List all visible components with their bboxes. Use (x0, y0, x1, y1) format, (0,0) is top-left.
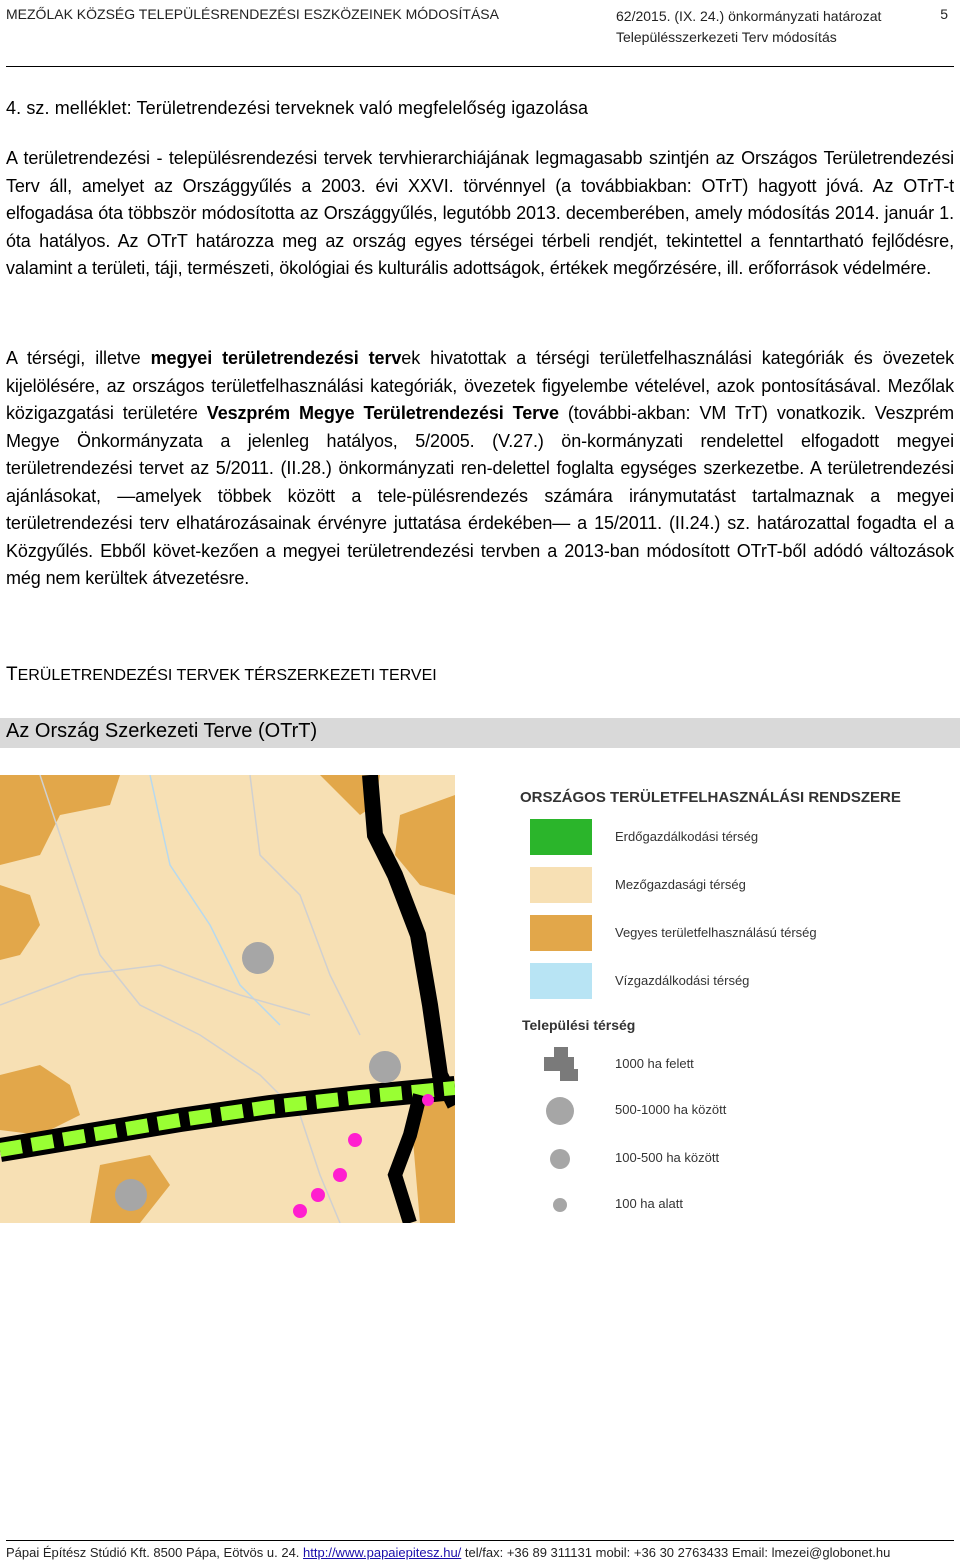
settlement-dot (311, 1188, 325, 1202)
settlement-dot (422, 1094, 434, 1106)
paragraph-bold: Veszprém Megye Területrendezési Terve (206, 403, 559, 423)
settlement-title: Települési térség (522, 1017, 636, 1033)
paragraph-intro: A területrendezési - településrendezési tervek tervhierarchiájának legmagasabb szintjén az Országos Területrendezési Terv áll, amelyet az Országgyűlés a 2003. évi XXVI. törvénnyel (a továbbiakban: OTrT) hagyott jóvá. Az OTrT-t elfogadása óta többször módosította az Országgyűlés, legutóbb 2013. decemberében, amely módosítás 2014. január 1. óta hatályos. Az OTrT határozza meg az ország egyes térségei térbeli rendjét, tekintettel a fenntartható fejlődésre, valamint a területi, táji, természeti, ökológiai és kulturális adottságok, értékek megőrzésére, ill. erőforrások védelmére. (6, 148, 954, 278)
settlement-circle (115, 1179, 147, 1211)
otrt-figure (0, 775, 960, 1255)
footer-contact: tel/fax: +36 89 311131 mobil: +36 30 2763433 Email: lmezei@globonet.hu (461, 1545, 891, 1560)
page-footer (6, 1540, 954, 1560)
legend-label: Vegyes területfelhasználású térség (615, 925, 817, 940)
map-drawing (0, 775, 455, 1223)
legend-label: 500-1000 ha között (615, 1102, 727, 1117)
legend-label: Erdőgazdálkodási térség (615, 829, 759, 844)
settlement-circle (242, 942, 274, 974)
paragraph-bold: megyei területrendezési terv (150, 348, 402, 368)
legend-title: ORSZÁGOS TERÜLETFELHASZNÁLÁSI RENDSZERE (520, 789, 901, 806)
settlement-circle (369, 1051, 401, 1083)
subsection-bar (0, 718, 960, 748)
section-title: 4. sz. melléklet: Területrendezési terveknek való megfelelőség igazolása (6, 98, 589, 118)
map-legend (520, 789, 940, 1229)
heading-initial: T (6, 664, 18, 685)
small-circle-icon (530, 1185, 592, 1225)
legend-label: 100-500 ha között (615, 1150, 720, 1165)
settlement-small (520, 1185, 940, 1225)
mixed-swatch (530, 915, 592, 951)
page-header (6, 4, 954, 67)
resolution-number: 62/2015. (IX. 24.) önkormányzati határozat (616, 8, 882, 24)
paragraph-text: (további-akban: VM TrT) vonatkozik. Veszprém Megye Önkormányzata a jelenleg hatályos, 5/2005. (V.27.) ön-kormányzati rendelettel elfogadott megyei területrendezési tervet az 5/2011. (II.28.) önkormányzati ren-delettel foglalta egységes szerkezetbe. A területrendezési ajánlásokat, —amelyek többek között a tele-pülésrendezés számára iránymutatást tartalmaznak a megyei területrendezési terv elhatározásainak érvényre juttatása érdekében— a 15/2011. (II.24.) sz. határozattal fogadta el a Közgyűlés. Ebből követ-kezően a megyei területrendezési tervben a 2013-ban módosított OTrT-ből adódó változások még nem kerültek átvezetésre. (6, 403, 954, 588)
legend-label: Mezőgazdasági térség (615, 877, 746, 892)
footer-address: Pápai Építész Stúdió Kft. 8500 Pápa, Eötvös u. 24. (6, 1545, 304, 1560)
heading-rest: ERÜLETRENDEZÉSI TERVEK TÉRSZERKEZETI TERVEI (17, 667, 437, 684)
paragraph-county-plan (6, 345, 954, 593)
website-link[interactable]: http://www.papaiepitesz.hu/ (303, 1545, 462, 1560)
settlement-500-1000 (520, 1091, 940, 1131)
plans-heading (6, 664, 437, 686)
large-circle-icon (530, 1091, 592, 1131)
legend-label: Vízgazdálkodási térség (615, 973, 750, 988)
subsection-title: Az Ország Szerkezeti Terve (OTrT) (6, 720, 318, 742)
settlement-100-500 (520, 1139, 940, 1179)
legend-item-water (520, 963, 940, 1001)
settlement-dot (293, 1204, 307, 1218)
legend-item-forest (520, 819, 940, 857)
paragraph-text: ek hivatottak a térségi területfelhasználási kategóriák és övezetek kijelölésére, az országos területfelhasználási kategóriák, övezetek figyelembe vételével, azok pontosításával. Mezőlak közigazgatási területére (6, 348, 955, 423)
settlement-large (520, 1045, 940, 1085)
resolution-subject: Településszerkezeti Terv módosítás (616, 29, 837, 45)
page-number: 5 (940, 6, 948, 22)
otrt-map (0, 775, 455, 1223)
settlement-dot (333, 1168, 347, 1182)
large-block-icon (530, 1045, 592, 1085)
water-swatch (530, 963, 592, 999)
resolution-info (616, 6, 881, 48)
settlement-dot (348, 1133, 362, 1147)
medium-circle-icon (530, 1139, 592, 1179)
legend-item-agriculture (520, 867, 940, 905)
document-title: MEZŐLAK KÖZSÉG TELEPÜLÉSRENDEZÉSI ESZKÖZEINEK MÓDOSÍTÁSA (6, 6, 499, 22)
legend-label: 1000 ha felett (615, 1056, 694, 1071)
legend-label: 100 ha alatt (615, 1196, 683, 1211)
agriculture-swatch (530, 867, 592, 903)
legend-item-mixed (520, 915, 940, 953)
paragraph-text: A térségi, illetve (6, 348, 151, 368)
forest-swatch (530, 819, 592, 855)
